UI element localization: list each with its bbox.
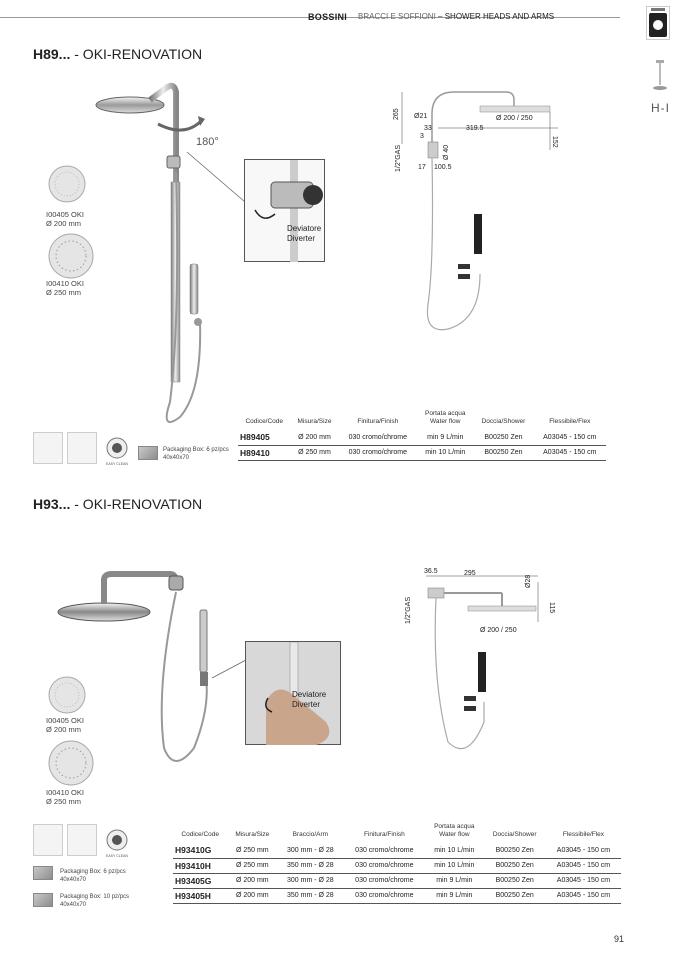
- packaging2a-label: Packaging Box: 6 pz/pcs: [60, 869, 126, 875]
- swatch2-200-size: Ø 200 mm: [46, 725, 82, 734]
- swatch2-250-caption: [46, 788, 84, 806]
- table-cell: min 9 L/min: [425, 888, 483, 903]
- table-cell: 350 mm - Ø 28: [277, 858, 343, 873]
- dim-265: 265: [393, 108, 400, 120]
- dim2-36: 36.5: [424, 568, 438, 575]
- packaging-label: Packaging Box: 6 pz/pcs: [163, 447, 229, 453]
- diverter-label-it: Deviatore: [287, 224, 322, 233]
- dim2-295: 295: [464, 570, 476, 577]
- easy-clean-icon: [104, 436, 130, 464]
- product-code: H89405: [238, 430, 291, 445]
- packaging-info: [163, 446, 229, 462]
- header-category: [358, 12, 554, 21]
- section1-product-image: [90, 72, 240, 432]
- section1-title-code: H89...: [33, 46, 71, 62]
- table-cell: Ø 250 mm: [291, 445, 339, 460]
- dim-33: 33: [424, 125, 432, 132]
- table-cell: min 10 L/min: [425, 843, 483, 858]
- table-cell: B00250 Zen: [473, 430, 533, 445]
- dim-head-diam: Ø 200 / 250: [496, 115, 533, 122]
- table-cell: 030 cromo/chrome: [344, 888, 426, 903]
- packaging2a-size: 40x40x70: [60, 877, 87, 883]
- header-category-it: BRACCI E SOFFIONI: [358, 12, 436, 21]
- dim2-gas: 1/2"GAS: [405, 597, 412, 624]
- table-header-row: [238, 410, 606, 430]
- callout2-leader: [210, 650, 250, 690]
- brand-logo: [646, 6, 670, 40]
- table-cell: A03045 - 150 cm: [546, 888, 621, 903]
- diverter2-label: [292, 690, 326, 710]
- diverter-label: [287, 224, 321, 244]
- product-code: H93410H: [173, 858, 227, 873]
- easy-clean-label: EASY CLEAN: [106, 462, 128, 466]
- table-header-cell: Finitura/Finish: [357, 418, 399, 425]
- product-code: H93405G: [173, 873, 227, 888]
- table-cell: A03045 - 150 cm: [546, 858, 621, 873]
- table-cell: A03045 - 150 cm: [546, 873, 621, 888]
- table-cell: 300 mm - Ø 28: [277, 873, 343, 888]
- table-cell: min 9 L/min: [425, 873, 483, 888]
- dim2-115: 115: [548, 602, 555, 614]
- table-header-cell: Codice/Code: [245, 418, 284, 425]
- dim-3: 3: [420, 133, 424, 140]
- diverter-closeup: [245, 160, 325, 262]
- section1-technical-drawing: [388, 84, 578, 354]
- header-brand: BOSSINI: [308, 12, 348, 22]
- section1-title: [33, 46, 202, 62]
- page-number: 91: [614, 934, 625, 944]
- table-header-cell: Codice/Code: [181, 831, 219, 838]
- table-header-cell: Flessibile/Flex: [562, 831, 605, 838]
- dim2-head-diam: Ø 200 / 250: [480, 627, 517, 634]
- table-cell: min 9 L/min: [417, 430, 473, 445]
- swatch2-250-code: I00410 OKI: [46, 788, 84, 797]
- dim-17: 17: [418, 164, 426, 171]
- table-cell: A03045 - 150 cm: [534, 430, 606, 445]
- section2-table: [173, 823, 621, 904]
- table-cell: Ø 200 mm: [291, 430, 339, 445]
- table-cell: min 10 L/min: [417, 445, 473, 460]
- table-cell: Ø 250 mm: [227, 858, 277, 873]
- packaging2b-label: Packaging Box: 10 pz/pcs: [60, 894, 130, 900]
- packaging2b-info: [60, 893, 129, 909]
- dim-152: 152: [551, 136, 558, 148]
- table-header-cell: Flessibile/Flex: [549, 418, 591, 425]
- product-code: H89410: [238, 445, 291, 460]
- table2-header-row: [173, 823, 621, 843]
- table-cell: min 10 L/min: [425, 858, 483, 873]
- swatch-250-caption: [46, 279, 84, 297]
- table-cell: B00250 Zen: [483, 873, 545, 888]
- section2-title-code: H93...: [33, 496, 71, 512]
- swatch-200-caption: [46, 210, 84, 228]
- easy-clean2-label: EASY CLEAN: [106, 854, 128, 858]
- swatch-200-image: [48, 165, 86, 203]
- swatch2-200-image: [48, 676, 86, 714]
- table-row: [238, 430, 606, 445]
- dim-319: 319.5: [466, 125, 484, 132]
- table-header-cell: Doccia/Shower: [492, 831, 537, 838]
- packaging-box-icon: [138, 446, 158, 460]
- swatch-250-code: I00410 OKI: [46, 279, 84, 288]
- dim-d21: Ø21: [414, 113, 428, 120]
- table-cell: A03045 - 150 cm: [534, 445, 606, 460]
- feature2-tile-grid-icon: [33, 824, 63, 856]
- packaging2a-info: [60, 868, 126, 884]
- product-code: H93410G: [173, 843, 227, 858]
- swatch-250-image: [48, 233, 94, 279]
- packaging2a-box-icon: [33, 866, 53, 880]
- table-row: [173, 888, 621, 903]
- diverter-callout: [244, 159, 325, 262]
- section2-title-name: - OKI-RENOVATION: [74, 496, 203, 512]
- swatch-200-size: Ø 200 mm: [46, 219, 82, 228]
- table-cell: B00250 Zen: [483, 843, 545, 858]
- product-code: H93405H: [173, 888, 227, 903]
- table-header-cell: Doccia/Shower: [481, 418, 526, 425]
- easy-clean2-icon: [104, 828, 130, 856]
- dim2-d28: Ø28: [525, 574, 532, 588]
- dim-100: 100.5: [434, 164, 452, 171]
- rotation-label: 180°: [196, 136, 219, 148]
- table-header-cell: Portata acqua Water flow: [425, 410, 466, 425]
- dim-d40: Ø 40: [443, 144, 450, 160]
- table-cell: A03045 - 150 cm: [546, 843, 621, 858]
- feature-tile-arm-icon: [67, 432, 97, 464]
- diverter-label-en: Diverter: [287, 234, 316, 243]
- header-category-sep: –: [438, 12, 443, 21]
- swatch-250-size: Ø 250 mm: [46, 288, 82, 297]
- table-row: [173, 858, 621, 873]
- table-cell: 030 cromo/chrome: [344, 843, 426, 858]
- swatch2-200-code: I00405 OKI: [46, 716, 84, 725]
- table-cell: 300 mm - Ø 28: [277, 843, 343, 858]
- table-row: [173, 873, 621, 888]
- packaging2b-box-icon: [33, 893, 53, 907]
- ceiling-arm-icon: [652, 60, 668, 94]
- table-row: [238, 445, 606, 460]
- table-cell: Ø 200 mm: [227, 888, 277, 903]
- section2-title: [33, 496, 202, 512]
- section-code: H-I: [651, 101, 670, 115]
- table-cell: 030 cromo/chrome: [344, 873, 426, 888]
- diverter2-label-it: Deviatore: [292, 690, 327, 699]
- table-cell: 030 cromo/chrome: [344, 858, 426, 873]
- swatch2-250-image: [48, 740, 94, 786]
- header-category-en: SHOWER HEADS AND ARMS: [444, 12, 555, 21]
- section1-title-name: - OKI-RENOVATION: [74, 46, 203, 62]
- section2-technical-drawing: [398, 562, 568, 762]
- swatch2-250-size: Ø 250 mm: [46, 797, 82, 806]
- table-cell: Ø 200 mm: [227, 873, 277, 888]
- swatch-200-code: I00405 OKI: [46, 210, 84, 219]
- feature2-tile-arm-icon: [67, 824, 97, 856]
- packaging2b-size: 40x40x70: [60, 902, 87, 908]
- section1-table: [238, 410, 606, 461]
- table-cell: B00250 Zen: [483, 888, 545, 903]
- table-cell: 030 cromo/chrome: [338, 430, 417, 445]
- feature-tile-grid-icon: [33, 432, 63, 464]
- table-cell: B00250 Zen: [483, 858, 545, 873]
- packaging-size: 40x40x70: [163, 455, 190, 461]
- table-cell: 350 mm - Ø 28: [277, 888, 343, 903]
- dim-gas: 1/2"GAS: [395, 145, 402, 172]
- table-cell: Ø 250 mm: [227, 843, 277, 858]
- swatch2-200-caption: [46, 716, 84, 734]
- table-header-cell: Misura/Size: [235, 831, 270, 838]
- table-cell: B00250 Zen: [473, 445, 533, 460]
- table-cell: 030 cromo/chrome: [338, 445, 417, 460]
- table-header-cell: Finitura/Finish: [363, 831, 405, 838]
- diverter2-label-en: Diverter: [292, 700, 321, 709]
- table-header-cell: Braccio/Arm: [292, 831, 329, 838]
- table-header-cell: Misura/Size: [297, 418, 332, 425]
- table-header-cell: Portata acqua Water flow: [434, 823, 475, 838]
- table-row: [173, 843, 621, 858]
